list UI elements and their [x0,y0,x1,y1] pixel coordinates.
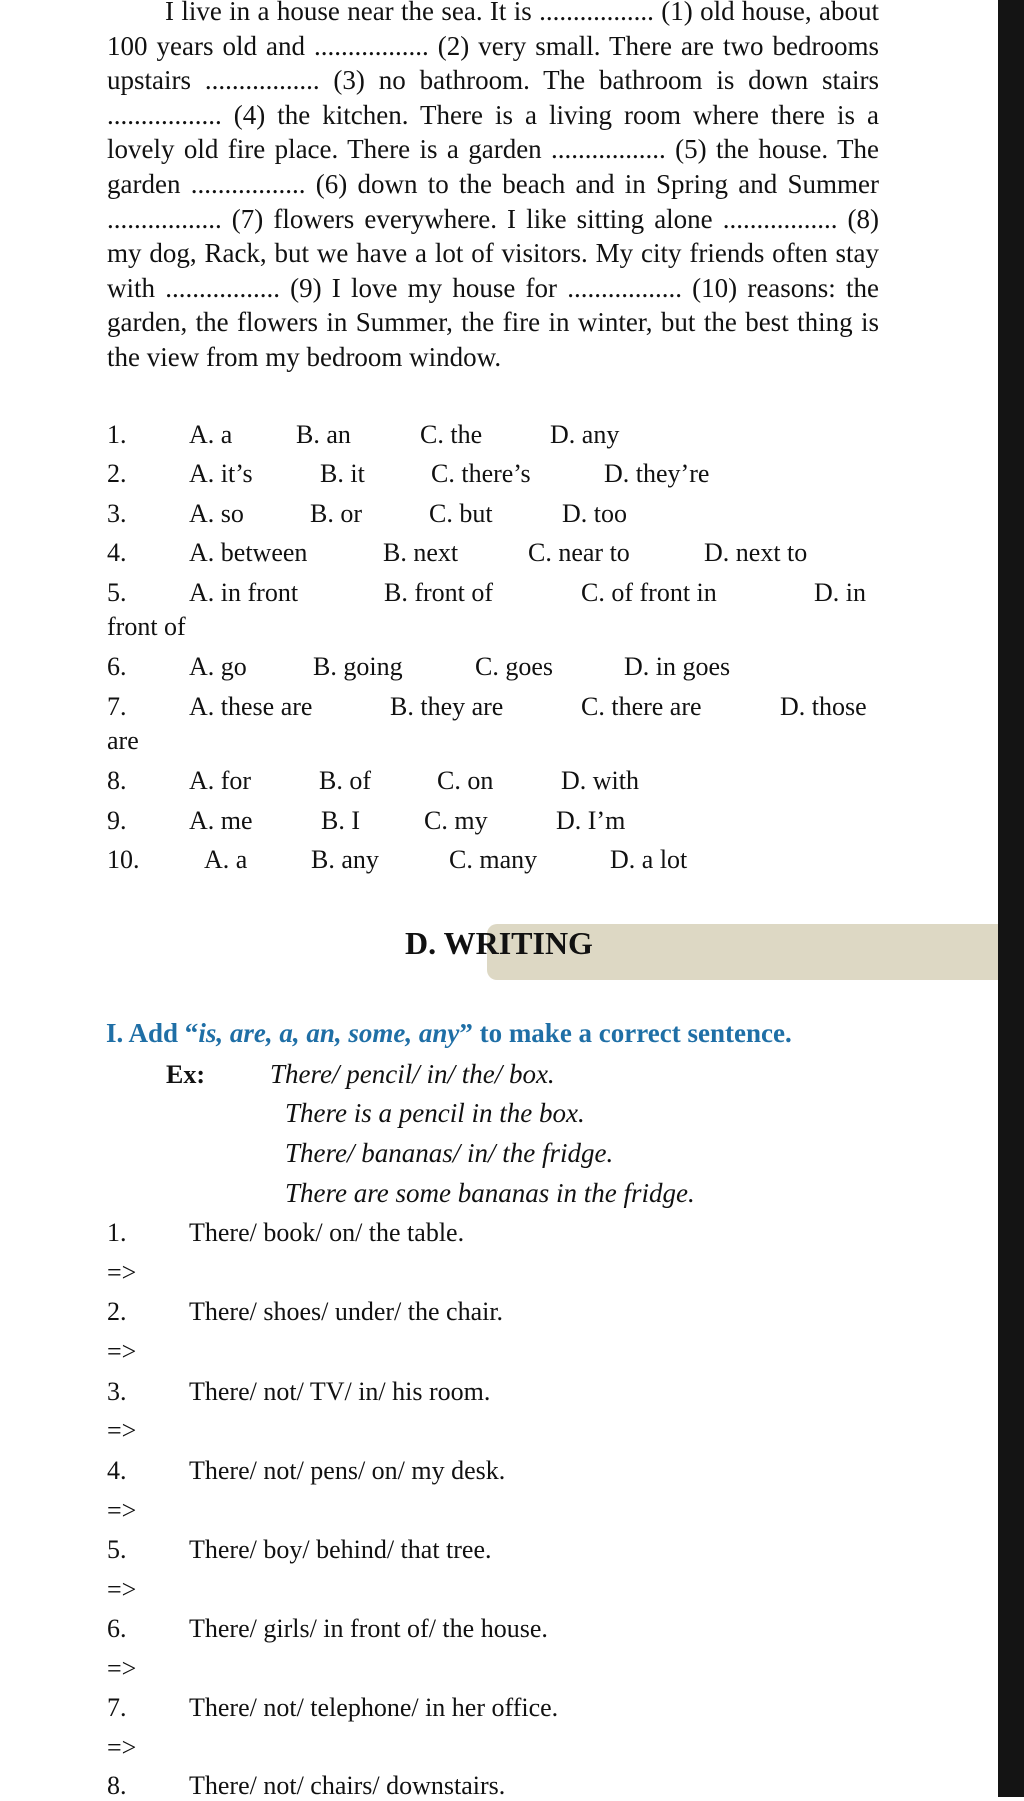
exercise-number: 5. [107,1535,127,1564]
exercise-prompt: There/ not/ telephone/ in her office. [189,1693,559,1722]
option-c: C. there’s [431,459,531,488]
exercise-number: 3. [107,1377,127,1406]
exercise-prompt: There/ not/ TV/ in/ his room. [189,1377,491,1406]
question-number: 10. [107,845,140,874]
option-d-continued: are [107,726,139,755]
option-a: A. between [189,538,308,567]
question-number: 7. [107,692,127,721]
option-b: B. I [321,806,360,835]
option-b: B. it [320,459,365,488]
task-suffix: ” to make a correct sentence. [459,1018,792,1048]
option-d: D. in [814,578,866,607]
option-d: D. with [561,766,639,795]
answer-line-3: => [107,1416,137,1445]
option-c: C. on [437,766,494,795]
question-number: 9. [107,806,127,835]
question-number: 5. [107,578,127,607]
option-a: A. in front [189,578,299,607]
option-a: A. a [189,420,233,449]
option-d: D. they’re [604,459,710,488]
exercise-prompt: There/ shoes/ under/ the chair. [189,1297,504,1326]
option-b: B. they are [390,692,504,721]
question-number: 1. [107,420,127,449]
question-number: 2. [107,459,127,488]
option-a: A. so [189,499,244,528]
page-edge [998,0,1024,1797]
option-b: B. going [313,652,403,681]
option-c: C. there are [581,692,702,721]
example-label: Ex: [166,1060,205,1089]
option-c: C. but [429,499,493,528]
answer-line-6: => [107,1654,137,1683]
option-a: A. me [189,806,253,835]
exercise-number: 2. [107,1297,127,1326]
exercise-prompt: There/ boy/ behind/ that tree. [189,1535,492,1564]
option-c: C. of front in [581,578,717,607]
option-d: D. I’m [556,806,626,835]
option-c: C. near to [528,538,630,567]
option-a: A. these are [189,692,313,721]
option-a: A. for [189,766,252,795]
option-c: C. goes [475,652,553,681]
option-d: D. next to [704,538,808,567]
exercise-prompt: There/ not/ chairs/ downstairs. [189,1771,506,1800]
example-answer-2: There are some bananas in the fridge. [285,1178,695,1208]
exercise-prompt: There/ girls/ in front of/ the house. [189,1614,548,1643]
option-c: C. my [424,806,488,835]
option-d-continued: front of [107,612,186,641]
option-b: B. next [383,538,459,567]
answer-line-1: => [107,1258,137,1287]
option-c: C. the [420,420,483,449]
exercise-number: 1. [107,1218,127,1247]
option-b: B. or [310,499,362,528]
option-a: A. a [204,845,248,874]
option-a: A. go [189,652,247,681]
option-d: D. in goes [624,652,731,681]
question-number: 6. [107,652,127,681]
exercise-prompt: There/ book/ on/ the table. [189,1218,465,1247]
option-d: D. those [780,692,867,721]
reading-passage [107,0,879,375]
exercise-number: 6. [107,1614,127,1643]
task-prefix: I. Add “ [106,1018,199,1048]
option-d: D. any [550,420,620,449]
option-b: B. an [296,420,351,449]
option-d: D. too [562,499,627,528]
task-words: is, are, a, an, some, any [198,1018,460,1048]
option-b: B. front of [384,578,494,607]
example-answer-1: There is a pencil in the box. [285,1098,585,1128]
question-number: 3. [107,499,127,528]
option-a: A. it’s [189,459,253,488]
section-heading: D. WRITING [405,925,593,961]
exercise-number: 4. [107,1456,127,1485]
example-prompt-1: There/ pencil/ in/ the/ box. [270,1059,555,1089]
option-c: C. many [449,845,538,874]
option-b: B. of [319,766,371,795]
passage-text: I live in a house near the sea. It is ................. (1) old house, about 100 years old and ................. (2) very small. There are two bedrooms upstairs ................. (3) no bathroom. The bathroom is down stairs ................. (4) the kitchen. There is a living room where there is a lovely old fire place. There is a garden ................. (5) the house. The garden ................. (6) down to the beach and in Spring and Summer ................. (7) flowers everywhere. I like sitting alone ................. (8) my dog, Rack, but we have a lot of visitors. My city friends often stay with ................. (9) I love my house for ................. (10) reasons: the garden, the flowers in Summer, the fire in winter, but the best thing is the view from my bedroom window. [107,0,879,372]
answer-line-2: => [107,1337,137,1366]
option-b: B. any [311,845,379,874]
example-prompt-2: There/ bananas/ in/ the fridge. [285,1138,614,1168]
task-instruction [106,1018,792,1049]
answer-line-5: => [107,1575,137,1604]
answer-line-7: => [107,1733,137,1762]
question-number: 4. [107,538,127,567]
option-d: D. a lot [610,845,688,874]
exercise-number: 8. [107,1771,127,1800]
exercise-number: 7. [107,1693,127,1722]
question-number: 8. [107,766,127,795]
exercise-prompt: There/ not/ pens/ on/ my desk. [189,1456,506,1485]
answer-line-4: => [107,1496,137,1525]
